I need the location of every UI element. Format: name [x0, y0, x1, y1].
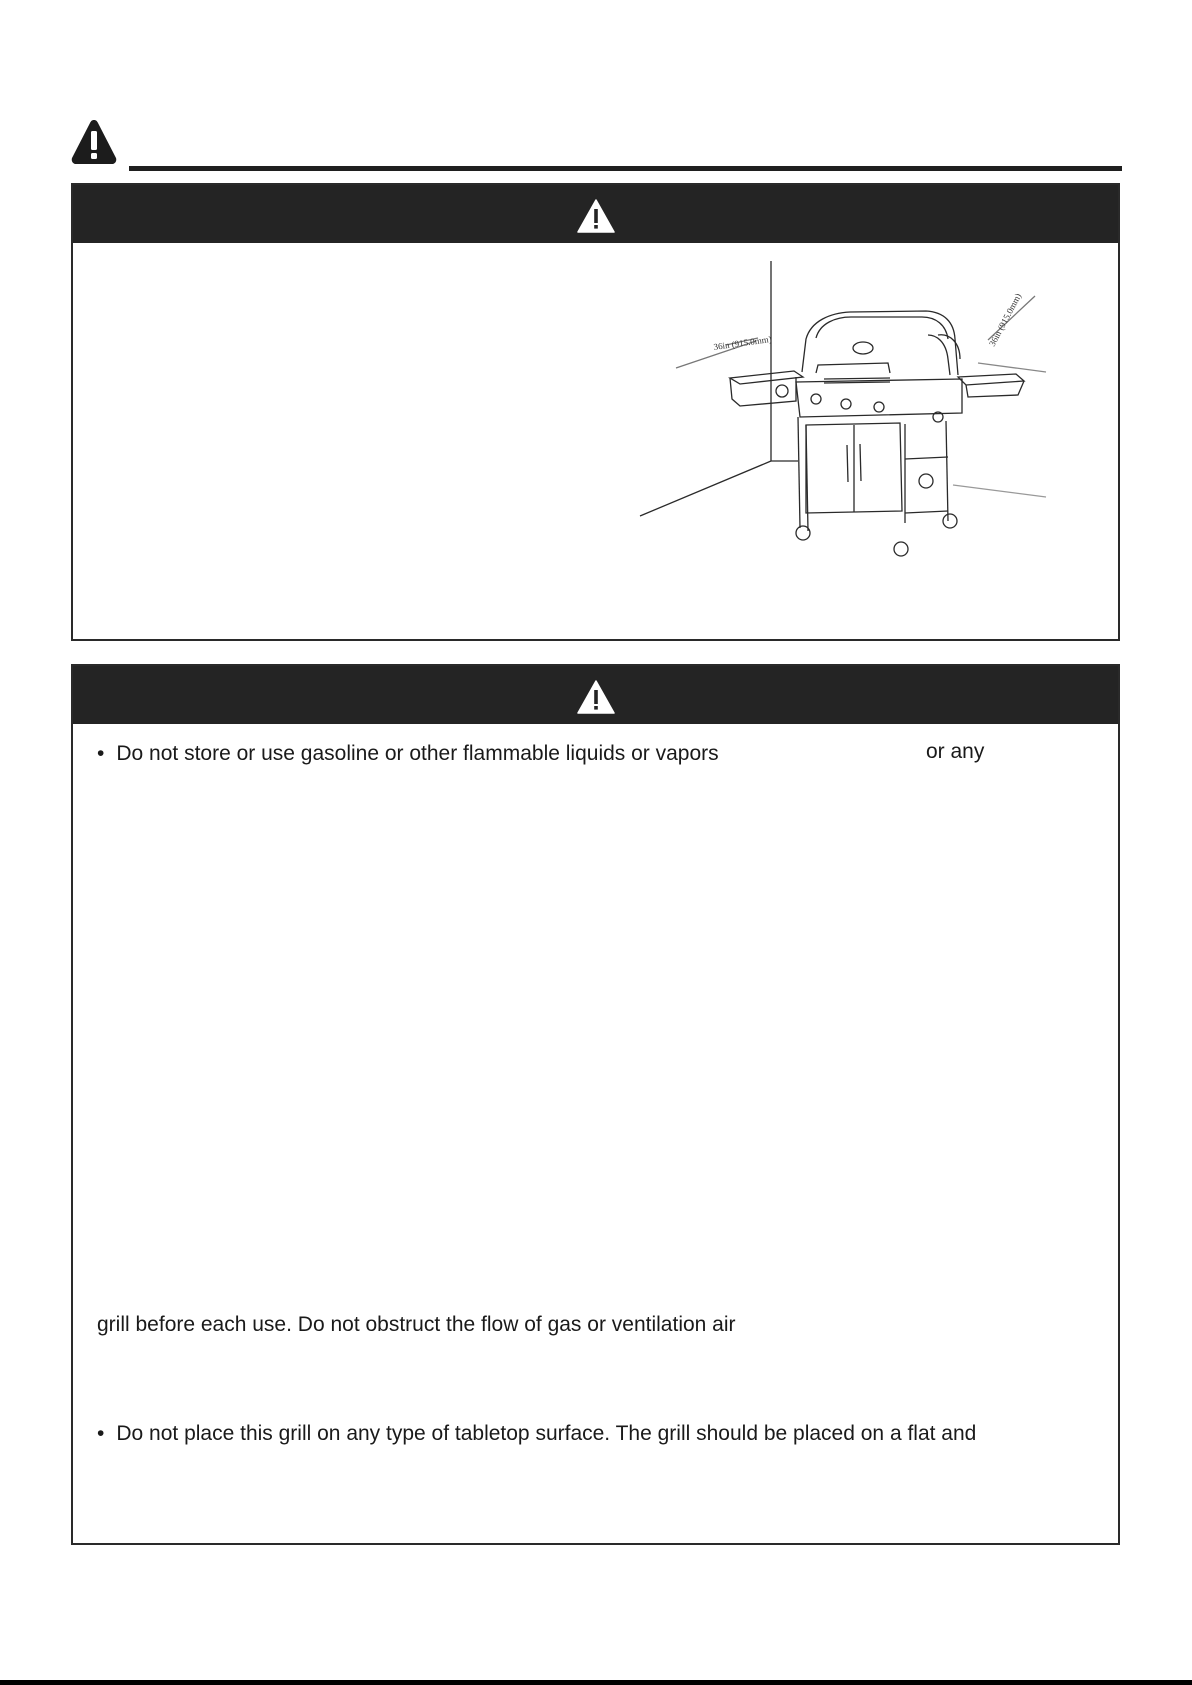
warning-text-ventilation: grill before each use. Do not obstruct the flow of gas or ventilation air [97, 1313, 736, 1336]
warning-banner [73, 666, 1118, 724]
warning-text: Do not place this grill on any type of tabletop surface. The grill should be placed on a flat and [116, 1422, 977, 1445]
left-dimension-label: 36in (915.0mm) [712, 333, 773, 352]
warning-triangle-icon [577, 199, 615, 233]
warning-bullet-tabletop [97, 1422, 976, 1446]
warning-bullet-flammables [97, 742, 719, 766]
warning-text: Do not store or use gasoline or other flammable liquids or vapors [116, 742, 719, 765]
right-dimension-label: 36in (915.0mm) [986, 291, 1024, 348]
grill-clearance-illustration [558, 255, 1078, 595]
warning-triangle-icon [70, 118, 118, 166]
clearance-warning-panel [71, 183, 1120, 641]
header-rule [129, 166, 1122, 171]
warning-banner [73, 185, 1118, 243]
warning-text-tail: or any [926, 740, 985, 763]
warning-triangle-icon [577, 680, 615, 714]
bullet-marker: • [97, 1422, 105, 1445]
page-bottom-edge [0, 1680, 1192, 1685]
bullet-marker: • [97, 742, 105, 765]
flammables-warning-panel [71, 664, 1120, 1545]
